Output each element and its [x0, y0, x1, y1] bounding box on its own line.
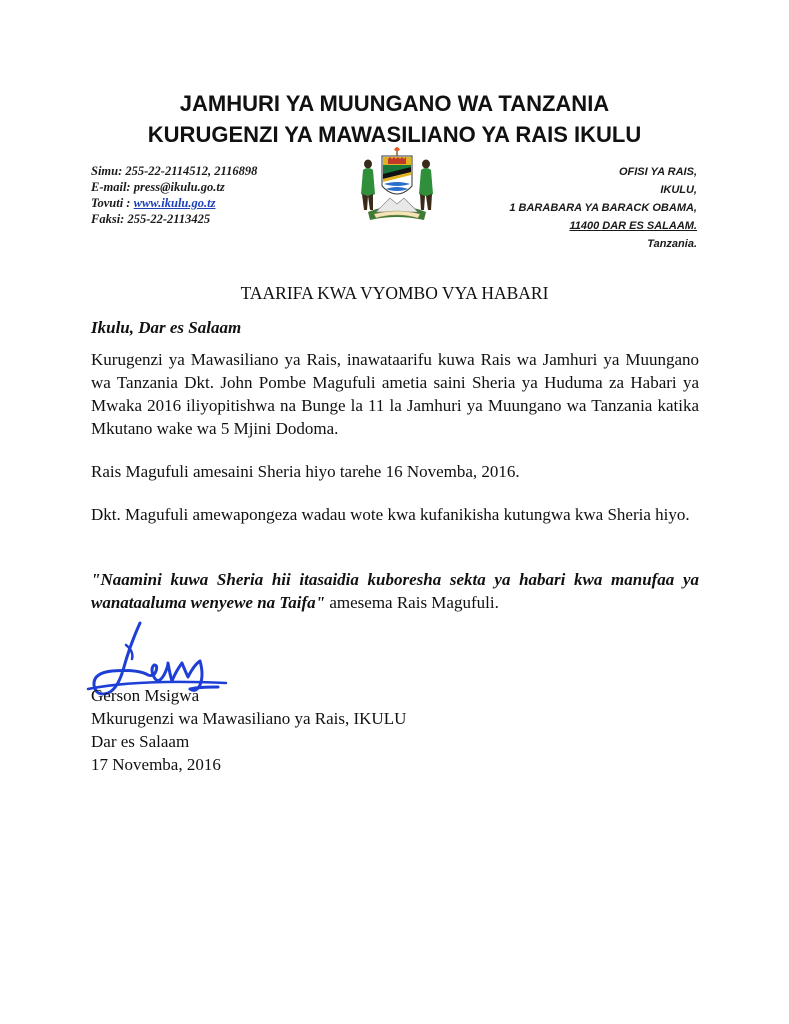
- document-title: TAARIFA KWA VYOMBO VYA HABARI: [240, 283, 549, 303]
- signatory-title: Mkurugenzi wa Mawasiliano ya Rais, IKULU: [91, 709, 407, 728]
- signoff-date: 17 Novemba, 2016: [91, 755, 221, 774]
- contact-phone: Simu: 255-22-2114512, 2116898: [91, 164, 258, 178]
- address-line1: OFISI YA RAIS,: [618, 166, 697, 178]
- address-line3: 1 BARABARA YA BARACK OBAMA,: [509, 202, 697, 214]
- quote-text: "Naamini kuwa Sheria hii itasaidia kuboresha sekta ya habari kwa manufaa ya wanataaluma wenyewe na Taifa": [91, 570, 699, 612]
- contact-fax: Faksi: 255-22-2113425: [91, 212, 211, 226]
- website-label: Tovuti :: [91, 196, 134, 210]
- address-line2: IKULU,: [660, 184, 697, 196]
- org-name-line2: KURUGENZI YA MAWASILIANO YA RAIS IKULU: [147, 122, 642, 147]
- org-name-line1: JAMHURI YA MUUNGANO WA TANZANIA: [179, 91, 610, 116]
- coat-of-arms-icon: [354, 146, 440, 224]
- paragraph-2: Rais Magufuli amesaini Sheria hiyo tarehe 16 Novemba, 2016.: [91, 462, 520, 481]
- website-link[interactable]: www.ikulu.go.tz: [133, 196, 216, 210]
- paragraph-1: Kurugenzi ya Mawasiliano ya Rais, inawataarifu kuwa Rais wa Jamhuri ya Muungano wa Tanzania Dkt. John Pombe Magufuli ametia saini Sheria ya Huduma za Habari ya Mwaka 2016 iliyopitishwa na Bunge la 11 la Jamhuri ya Muungano wa Tanzania katika Mkutano wake wa 5 Mjini Dodoma.: [91, 350, 699, 438]
- paragraph-3: Dkt. Magufuli amewapongeza wadau wote kwa kufanikisha kutungwa kwa Sheria hiyo.: [91, 505, 690, 524]
- signatory-name: Gerson Msigwa: [91, 686, 200, 705]
- quote-attribution: amesema Rais Magufuli.: [325, 593, 499, 612]
- dateline-place: Ikulu, Dar es Salaam: [91, 318, 242, 337]
- signoff-city: Dar es Salaam: [91, 732, 190, 751]
- address-line4: 11400 DAR ES SALAAM.: [569, 220, 697, 232]
- contact-email: E-mail: press@ikulu.go.tz: [91, 180, 225, 194]
- contact-website: [91, 195, 215, 211]
- address-line5: Tanzania.: [647, 238, 697, 250]
- paragraph-quote: [91, 568, 699, 614]
